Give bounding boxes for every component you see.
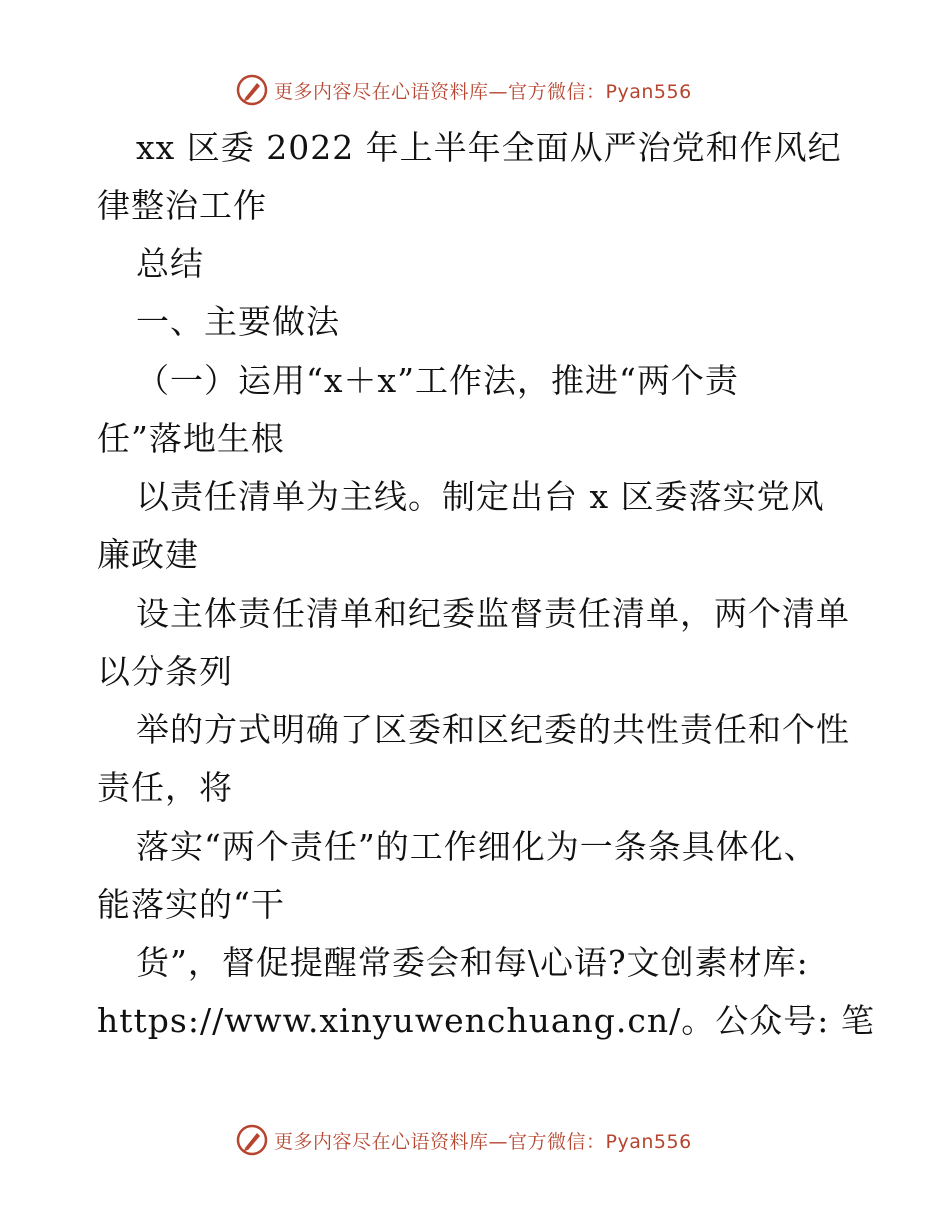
paragraph-line: 廉政建 [97, 535, 199, 574]
pen-logo-icon [236, 74, 268, 106]
paragraph-line: 设主体责任清单和纪委监督责任清单，两个清单 [136, 594, 850, 633]
footer-watermark-text: 更多内容尽在心语资料库—官方微信：Pyan556 [274, 1130, 692, 1153]
paragraph-line: 责任，将 [97, 768, 233, 807]
subsection-heading-line-2: 任”落地生根 [97, 419, 285, 458]
paragraph-line: 能落实的“干 [97, 885, 285, 924]
header-watermark [236, 73, 692, 107]
paragraph-line: 以分条列 [97, 652, 233, 691]
paragraph-line: 货”，督促提醒常委会和每\心语?文创素材库: [136, 943, 809, 982]
paragraph-line: https://www.xinyuwenchuang.cn/。公众号: 笔 [97, 1001, 875, 1040]
pen-logo-icon [236, 1124, 268, 1156]
section-heading: 一、主要做法 [136, 302, 340, 341]
header-watermark-text: 更多内容尽在心语资料库—官方微信：Pyan556 [274, 80, 692, 103]
paragraph-line: 落实“两个责任”的工作细化为一条条具体化、 [136, 827, 818, 866]
footer-watermark [236, 1123, 692, 1157]
paragraph-line: 举的方式明确了区委和区纪委的共性责任和个性 [136, 710, 850, 749]
subsection-heading-line-1: （一）运用“x＋x”工作法，推进“两个责 [136, 361, 739, 400]
title-line-3: 总结 [136, 244, 204, 283]
title-line-1: xx 区委 2022 年上半年全面从严治党和作风纪 [136, 128, 842, 167]
title-line-2: 律整治工作 [97, 186, 267, 225]
paragraph-line: 以责任清单为主线。制定出台 x 区委落实党风 [136, 477, 825, 516]
